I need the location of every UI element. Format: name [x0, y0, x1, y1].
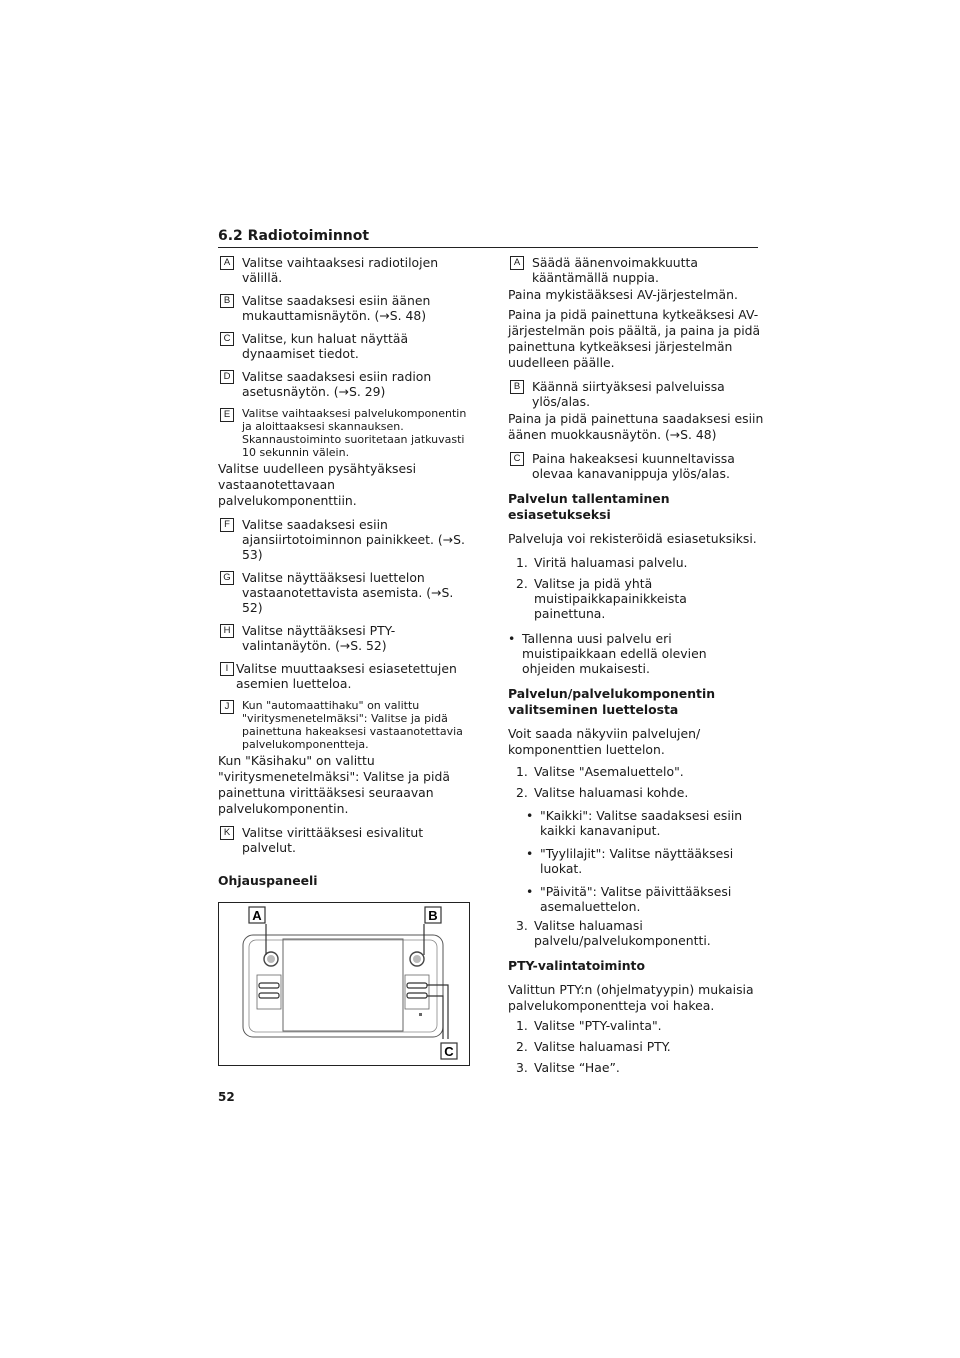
badge-h: H — [220, 624, 234, 638]
step-text: Valitse “Hae”. — [534, 1060, 620, 1075]
seek-down-button — [407, 993, 427, 998]
preset-step-1 — [508, 555, 764, 570]
control-panel-figure — [218, 902, 470, 1066]
list-step-1 — [508, 764, 764, 779]
heading-list-select: Palvelun/palvelukomponentin valitseminen luettelosta — [508, 686, 716, 717]
badge-d: D — [220, 370, 234, 384]
preset-intro: Palveluja voi rekisteröidä esiasetuksiksi. — [508, 531, 757, 546]
item-j-note: Kun "Käsihaku" on valittu "viritysmenetelmäksi": Valitse ja pidä painettuna virittääksesi seuraavan palvelukomponentin. — [218, 753, 450, 816]
item-f — [218, 517, 474, 562]
item-a-text: Valitse vaihtaaksesi radiotilojen välillä. — [242, 255, 439, 285]
pty-intro: Valittun PTY:n (ohjelmatyypin) mukaisia palvelukomponentteja voi hakea. — [508, 982, 754, 1013]
step-text: Valitse ja pidä yhtä muistipaikkapainikkeista painettuna. — [534, 576, 687, 621]
panel-item-a-text: Säädä äänenvoimakkuutta kääntämällä nuppia. — [532, 255, 698, 285]
panel-item-c — [508, 451, 764, 481]
item-c — [218, 331, 474, 361]
preset-step-2 — [508, 576, 764, 621]
item-e — [218, 407, 474, 459]
step-number: 1. — [516, 555, 528, 570]
bullet-text: "Päivitä": Valitse päivittääksesi asemaluettelon. — [540, 884, 732, 914]
step-number: 2. — [516, 785, 528, 800]
step-text: Valitse haluamasi palvelu/palvelukomponentti. — [534, 918, 711, 948]
list-select-intro: Voit saada näkyviin palvelujen/ komponenttien luettelon. — [508, 726, 701, 757]
item-d — [218, 369, 474, 399]
item-g-text: Valitse näyttääksesi luettelon vastaanotettavista asemista. (→S. 52) — [242, 570, 454, 615]
badge-i: I — [220, 662, 234, 676]
step-text: Valitse haluamasi kohde. — [534, 785, 689, 800]
bullet: • — [526, 884, 534, 899]
badge-f: F — [220, 518, 234, 532]
panel-item-a-note-2: Paina ja pidä painettuna kytkeäksesi AV-järjestelmän pois päältä, ja paina ja pidä painettuna kytkeäksesi järjestelmän uudelleen päälle. — [508, 307, 761, 370]
item-f-text: Valitse saadaksesi esiin ajansiirtotoiminnon painikkeet. (→S. 53) — [242, 517, 465, 562]
item-e-note: Valitse uudelleen pysähtyäksesi vastaanotettavaan palvelukomponenttiin. — [218, 461, 417, 508]
heading-preset: Palvelun tallentaminen esiasetukseksi — [508, 491, 670, 522]
badge-b: B — [220, 294, 234, 308]
seek-up-button — [407, 983, 427, 988]
bullet-text: "Tyylilajit": Valitse näyttääksesi luokat. — [540, 846, 734, 876]
control-panel-illustration — [219, 903, 469, 1065]
step-number: 3. — [516, 1060, 528, 1075]
item-j — [218, 699, 474, 751]
pty-step-3 — [508, 1060, 764, 1075]
panel-heading: Ohjauspaneeli — [218, 873, 318, 888]
panel-item-a-note-1: Paina mykistääksesi AV-järjestelmän. — [508, 287, 738, 302]
step-text: Viritä haluamasi palvelu. — [534, 555, 688, 570]
panel-item-b — [508, 379, 764, 409]
preset-note — [508, 631, 764, 676]
item-b-text: Valitse saadaksesi esiin äänen mukauttamisnäytön. (→S. 48) — [242, 293, 431, 323]
left-column — [218, 255, 474, 897]
item-i — [218, 661, 474, 691]
panel-badge-b: B — [510, 380, 524, 394]
item-c-text: Valitse, kun haluat näyttää dynaamiset tiedot. — [242, 331, 409, 361]
panel-item-c-text: Paina hakeaksesi kuunneltavissa olevaa kanavanippuja ylös/alas. — [532, 451, 735, 481]
panel-item-a — [508, 255, 764, 285]
step-number: 2. — [516, 576, 528, 591]
pty-step-2 — [508, 1039, 764, 1054]
panel-item-b-note: Paina ja pidä painettuna saadaksesi esiin äänen muokkausnäytön. (→S. 48) — [508, 411, 764, 442]
item-k-text: Valitse virittääksesi esivalitut palvelut. — [242, 825, 424, 855]
figure-label-c: C — [444, 1044, 454, 1059]
panel-badge-a: A — [510, 256, 524, 270]
list-step-2 — [508, 785, 764, 800]
badge-k: K — [220, 826, 234, 840]
right-column — [508, 255, 764, 1081]
step-number: 1. — [516, 1018, 528, 1033]
figure-label-b: B — [428, 908, 438, 923]
step-text: Valitse "Asemaluettelo". — [534, 764, 684, 779]
pty-step-1 — [508, 1018, 764, 1033]
page-number: 52 — [218, 1090, 235, 1104]
item-h — [218, 623, 474, 653]
bullet: • — [526, 846, 534, 861]
list-option-genres — [508, 846, 764, 876]
list-option-update — [508, 884, 764, 914]
step-text: Valitse "PTY-valinta". — [534, 1018, 662, 1033]
item-i-text: Valitse muuttaaksesi esiasetettujen asemien luetteloa. — [236, 661, 457, 691]
item-e-text: Valitse vaihtaaksesi palvelukomponentin ja aloittaaksesi skannauksen. Skannaustoiminto suoritetaan jatkuvasti 10 sekunnin välein. — [242, 407, 467, 459]
panel-item-b-text: Käännä siirtyäksesi palveluissa ylös/alas. — [532, 379, 725, 409]
item-b — [218, 293, 474, 323]
item-h-text: Valitse näyttääksesi PTY-valintanäytön. (→S. 52) — [242, 623, 396, 653]
list-step-3 — [508, 918, 764, 948]
bullet: • — [526, 808, 534, 823]
item-j-text: Kun "automaattihaku" on valittu "viritysmenetelmäksi": Valitse ja pidä painettuna hakeaksesi vastaanotettavia palvelukomponentteja. — [242, 699, 463, 751]
badge-c: C — [220, 332, 234, 346]
item-a — [218, 255, 474, 285]
step-number: 2. — [516, 1039, 528, 1054]
panel-badge-c: C — [510, 452, 524, 466]
figure-label-a: A — [252, 908, 262, 923]
heading-pty: PTY-valintatoiminto — [508, 958, 645, 973]
bullet: • — [508, 631, 516, 646]
step-number: 3. — [516, 918, 528, 933]
item-d-text: Valitse saadaksesi esiin radion asetusnäytön. (→S. 29) — [242, 369, 432, 399]
section-header — [218, 225, 758, 248]
list-option-all — [508, 808, 764, 838]
bullet-text: "Kaikki": Valitse saadaksesi esiin kaikki kanavaniput. — [540, 808, 743, 838]
step-text: Valitse haluamasi PTY. — [534, 1039, 671, 1054]
section-title: 6.2 Radiotoiminnot — [218, 228, 370, 244]
item-k — [218, 825, 474, 855]
step-number: 1. — [516, 764, 528, 779]
badge-a: A — [220, 256, 234, 270]
badge-j: J — [220, 700, 234, 714]
badge-g: G — [220, 571, 234, 585]
badge-e: E — [220, 408, 234, 422]
item-g — [218, 570, 474, 615]
bullet-text: Tallenna uusi palvelu eri muistipaikkaan edellä olevien ohjeiden mukaisesti. — [522, 631, 707, 676]
